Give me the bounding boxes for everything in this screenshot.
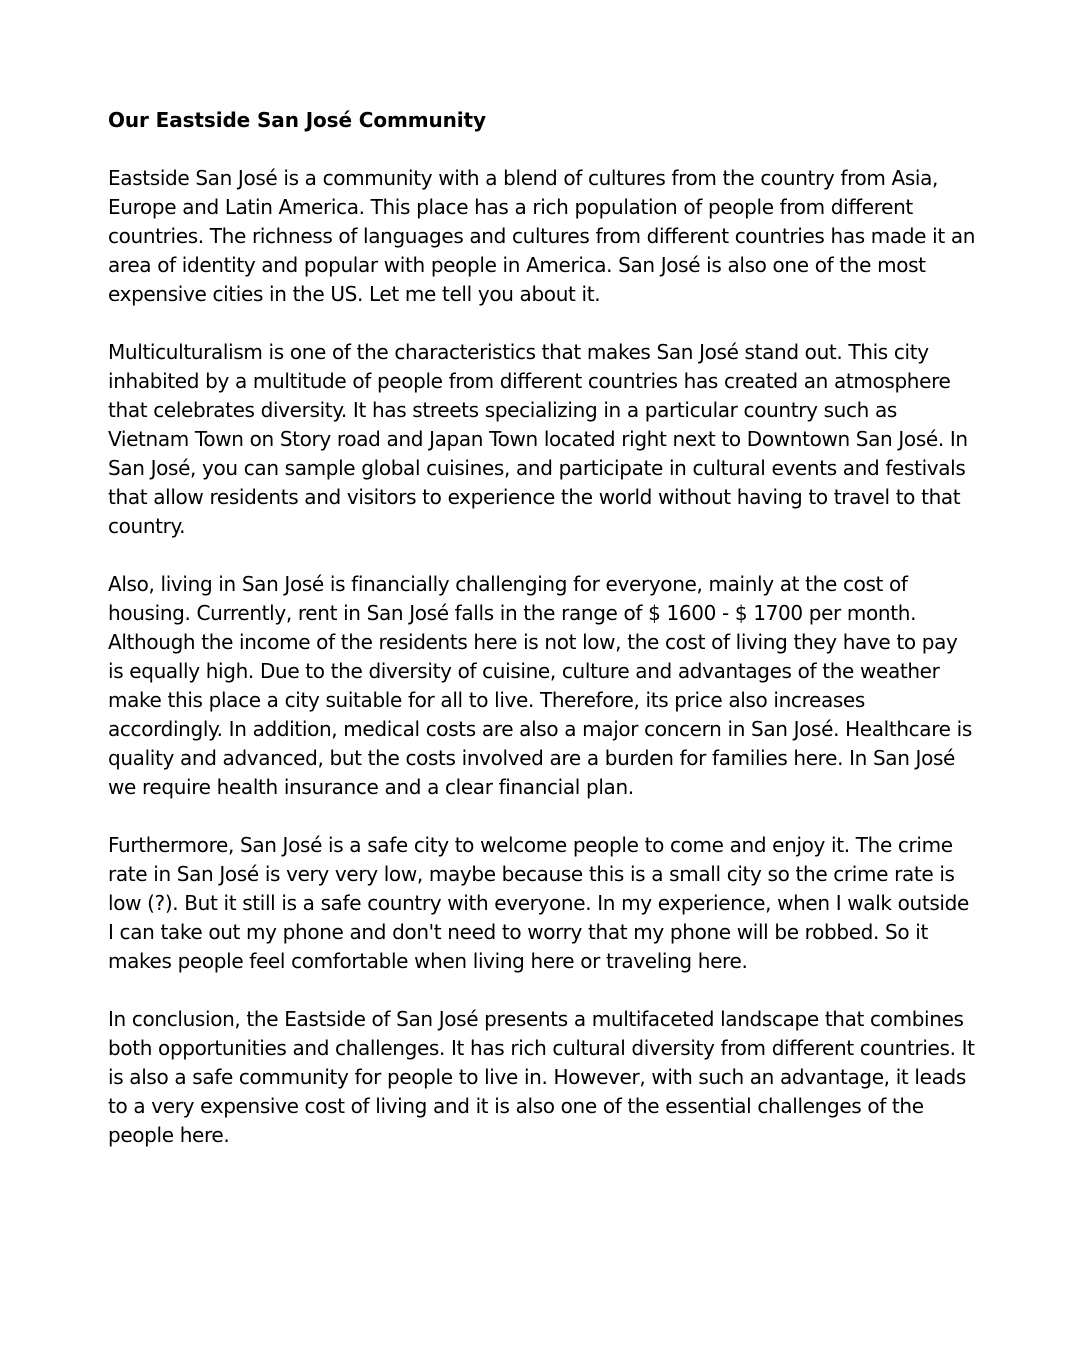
paragraph-cost-of-living: Also, living in San José is financially challenging for everyone, mainly at the cost of housing. Currently, rent in San José falls in the range of $ 1600 - $ 1700 per month. Although the income of the residents here is not low, the cost of living they have to pay is equally high. Due to the diversity of cuisine, culture and advantages of the weather make this place a city suitable for all to live. Therefore, its price also increases accordingly. In addition, medical costs are also a major concern in San José. Healthcare is quality and advanced, but the costs involved are a burden for families here. In San José we require health insurance and a clear financial plan. <box>108 572 972 799</box>
paragraph-multiculturalism: Multiculturalism is one of the characteristics that makes San José stand out. This city inhabited by a multitude of people from different countries has created an atmosphere that celebrates diversity. It has streets specializing in a particular country such as Vietnam Town on Story road and Japan Town located right next to Downtown San José. In San José, you can sample global cuisines, and participate in cultural events and festivals that allow residents and visitors to experience the world without having to travel to that country. <box>108 340 968 538</box>
paragraph-conclusion: In conclusion, the Eastside of San José presents a multifaceted landscape that combines both opportunities and challenges. It has rich cultural diversity from different countries. It is also a safe community for people to live in. However, with such an advantage, it leads to a very expensive cost of living and it is also one of the essential challenges of the people here. <box>108 1007 975 1147</box>
document-page <box>108 106 976 1179</box>
paragraph-intro: Eastside San José is a community with a blend of cultures from the country from Asia, Europe and Latin America. This place has a rich population of people from different countries. The richness of languages and cultures from different countries has made it an area of identity and popular with people in America. San José is also one of the most expensive cities in the US. Let me tell you about it. <box>108 166 976 306</box>
document-title: Our Eastside San José Community <box>108 108 486 132</box>
paragraph-safety: Furthermore, San José is a safe city to welcome people to come and enjoy it. The crime rate in San José is very very low, maybe because this is a small city so the crime rate is low (?). But it still is a safe country with everyone. In my experience, when I walk outside I can take out my phone and don't need to worry that my phone will be robbed. So it makes people feel comfortable when living here or traveling here. <box>108 833 969 973</box>
